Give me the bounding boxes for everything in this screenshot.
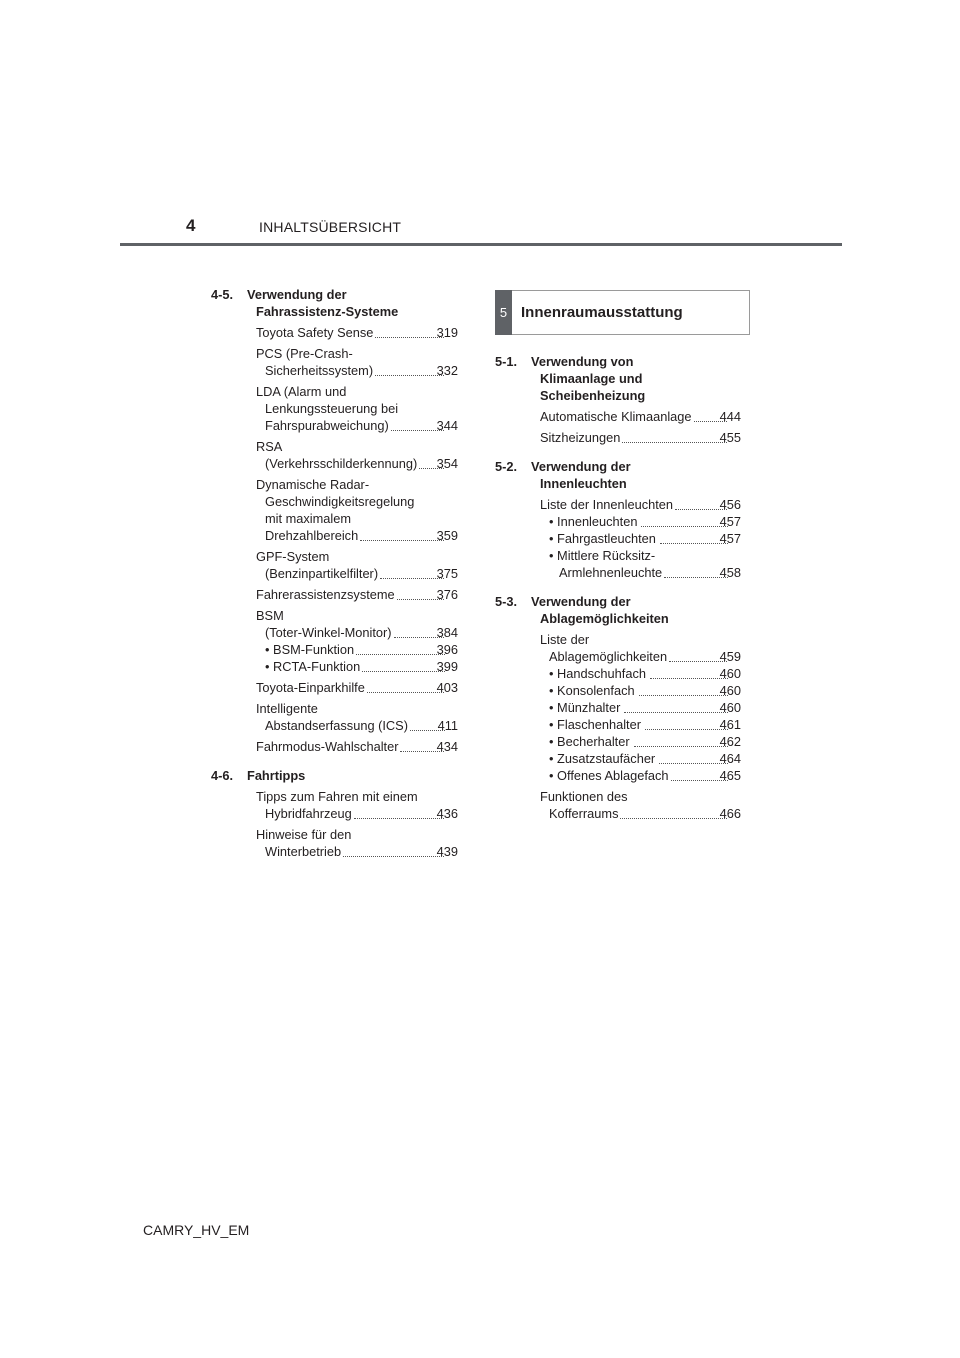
toc-entry-text [256,383,458,434]
toc-page-number: 455 [719,430,741,445]
toc-entry-line-text: Abstandserfassung (ICS) [265,718,408,733]
toc-entry[interactable] [495,788,741,822]
toc-entry-line-text: Kofferraums [549,806,619,821]
toc-subentry-text [549,716,741,733]
toc-entry[interactable] [211,438,458,472]
toc-entry-text [256,679,458,696]
dot-leader [659,762,727,764]
section-heading[interactable] [495,458,741,492]
toc-entry-text [540,631,741,665]
dot-leader [622,441,726,443]
toc-page-number: 464 [719,751,741,766]
toc-entry-line-text: Fahrspurabweichung) [265,418,389,433]
dot-leader [380,577,444,579]
dot-leader [624,711,727,713]
toc-page-number: 403 [436,680,458,695]
toc-entry-line-text: (Benzinpartikelfilter) [265,566,379,581]
toc-entry-text [256,548,458,582]
dot-leader [664,576,727,578]
toc-entry-line [265,417,458,434]
toc-entry-line-text: PCS (Pre-Crash- [256,346,353,361]
toc-entry-line [540,788,741,805]
toc-entry-line [265,510,458,527]
toc-entry-line-text: Dynamische Radar- [256,477,370,492]
toc-entry-line-text: (Toter-Winkel-Monitor) [265,625,392,640]
toc-subentry-line-text: • Innenleuchten [549,514,638,529]
toc-subentry-line [265,641,458,658]
toc-entry-line-text: Sitzheizungen [540,430,621,445]
section-gap [495,450,741,458]
toc-entry[interactable] [211,548,458,582]
header-divider [120,243,842,246]
section-heading[interactable] [211,286,458,320]
chapter-title: Innenraumausstattung [521,304,683,321]
toc-page-number: 439 [436,844,458,859]
toc-subentry-line [549,716,741,733]
toc-subentry-line [549,513,741,530]
toc-subentry-line [265,658,458,675]
toc-subentry-line-text: • Becherhalter [549,734,630,749]
toc-subentry-text [265,641,458,658]
toc-entry-line-text: Fahrmodus-Wahlschalter [256,739,399,754]
toc-entry-text [256,586,458,603]
toc-entry-line-text: Fahrerassistenzsysteme [256,587,395,602]
toc-entry[interactable] [211,324,458,341]
toc-subentry-text [549,750,741,767]
toc-page-number: 461 [719,717,741,732]
dot-leader [675,508,727,510]
toc-subentry-line [549,665,741,682]
toc-entry-text [256,700,458,734]
toc-subentry-text [549,733,741,750]
toc-page-number: 396 [436,642,458,657]
toc-entry-line-text: Hinweise für den [256,827,352,842]
toc-entry-text [540,496,741,513]
toc-entry-line [549,648,741,665]
toc-entry-line [265,565,458,582]
toc-subentry[interactable] [495,665,741,682]
chapter-number-tab: 5 [495,290,512,335]
toc-subentry-line-text: • Fahrgastleuchten [549,531,656,546]
dot-leader [362,670,444,672]
toc-subentry-text [265,658,458,675]
toc-entry-line-text: Geschwindigkeitsregelung [265,494,415,509]
toc-entry[interactable] [211,679,458,696]
toc-entry-line [256,324,458,341]
section-number: 5-2. [495,459,518,474]
section-title [247,286,458,320]
toc-subentry-line-text: • Mittlere Rücksitz- [549,548,656,563]
toc-page-number: 411 [437,718,458,733]
section-title [247,767,458,784]
section-title-line: Scheibenheizung [540,388,646,403]
toc-entry-line-text: Ablagemöglichkeiten [549,649,668,664]
toc-entry-line [256,345,458,362]
toc-page-number: 462 [719,734,741,749]
toc-page-number: 384 [436,625,458,640]
toc-subentry-text [549,665,741,682]
dot-leader [356,653,445,655]
toc-subentry[interactable] [495,530,741,547]
toc-subentry-line-text: • Flaschenhalter [549,717,641,732]
toc-entry-line [265,717,458,734]
toc-page-number: 376 [436,587,458,602]
toc-subentry-line [549,547,741,564]
toc-subentry-line-text: • Handschuhfach [549,666,646,681]
toc-entry-line [256,679,458,696]
page-number: 4 [186,216,196,235]
toc-page-number: 459 [719,649,741,664]
section-title-line: Verwendung der [531,459,631,474]
toc-subentry-line-text: Armlehnenleuchte [559,565,663,580]
toc-page-number: 344 [436,418,458,433]
toc-entry-text [256,324,458,341]
toc-entry-line-text: GPF-System [256,549,330,564]
toc-page-number: 434 [436,739,458,754]
toc-page-number: 436 [436,806,458,821]
section-number: 5-3. [495,594,518,609]
toc-entry-line-text: Intelligente [256,701,318,716]
toc-subentry-line [549,750,741,767]
toc-entry-text [256,826,458,860]
toc-subentry-line-text: • Konsolenfach [549,683,635,698]
toc-entry-line-text: Tipps zum Fahren mit einem [256,789,418,804]
toc-entry-line-text: Lenkungssteuerung bei [265,401,399,416]
toc-entry-line [265,527,458,544]
toc-entry-text [540,788,741,822]
toc-entry-text [540,408,741,425]
section-number: 4-6. [211,768,234,783]
toc-entry[interactable] [211,788,458,822]
toc-entry[interactable] [211,607,458,641]
toc-entry-line [256,548,458,565]
toc-entry-line [540,631,741,648]
toc-entry-text [256,738,458,755]
toc-page-number: 332 [436,363,458,378]
dot-leader [375,374,444,376]
section-heading[interactable] [495,353,741,404]
toc-entry-line-text: Liste der [540,632,590,647]
dot-leader [669,660,727,662]
toc-subentry[interactable] [211,641,458,658]
toc-subentry[interactable] [495,547,741,581]
toc-subentry-text [549,699,741,716]
toc-page-number: 465 [719,768,741,783]
toc-entry-line-text: Automatische Klimaanlage [540,409,692,424]
toc-subentry[interactable] [495,699,741,716]
dot-leader [375,336,443,338]
section-heading[interactable] [495,593,741,627]
dot-leader [391,429,444,431]
toc-entry-line-text: Drehzahlbereich [265,528,359,543]
section-title-line: Verwendung der [247,287,347,302]
toc-subentry[interactable] [495,733,741,750]
toc-entry-line [256,700,458,717]
dot-leader [660,542,728,544]
toc-page-number: 460 [719,683,741,698]
toc-page-number: 460 [719,700,741,715]
section-title [531,458,741,492]
toc-subentry-line [549,530,741,547]
section-number: 5-1. [495,354,518,369]
toc-subentry-text [549,530,741,547]
toc-subentry-text [549,682,741,699]
toc-entry-text [256,476,458,544]
toc-entry-line [265,400,458,417]
toc-entry-text [256,788,458,822]
toc-entry-line-text: Hybridfahrzeug [265,806,352,821]
toc-entry-line-text: Liste der Innenleuchten [540,497,674,512]
toc-entry-text [256,438,458,472]
toc-entry-line [549,805,741,822]
toc-entry[interactable] [495,408,741,425]
toc-right-column [495,353,741,826]
dot-leader [360,539,443,541]
toc-entry[interactable] [211,345,458,379]
dot-leader [650,677,728,679]
dot-leader [367,691,444,693]
toc-subentry-line [549,733,741,750]
dot-leader [639,694,728,696]
toc-subentry[interactable] [211,658,458,675]
section-title-line: Fahrtipps [247,768,306,783]
toc-entry-line-text: Winterbetrieb [265,844,342,859]
dot-leader [645,728,728,730]
toc-entry-text [540,429,741,446]
toc-page-number: 460 [719,666,741,681]
toc-entry-line [265,362,458,379]
header-title: INHALTSÜBERSICHT [259,219,402,235]
toc-page-number: 458 [719,565,741,580]
footer-code: CAMRY_HV_EM [143,1222,250,1238]
dot-leader [620,817,726,819]
toc-entry-line [256,438,458,455]
toc-subentry[interactable] [495,767,741,784]
toc-entry-line-text: (Verkehrsschilderkennung) [265,456,418,471]
toc-entry-line [256,476,458,493]
toc-entry-line [265,624,458,641]
toc-entry-line-text: Funktionen des [540,789,628,804]
toc-subentry-line-text: • Münzhalter [549,700,621,715]
toc-subentry-line-text: • Zusatzstaufächer [549,751,656,766]
toc-entry-line-text: Toyota-Einparkhilfe [256,680,365,695]
toc-entry-line [540,408,741,425]
section-title-line: Fahrassistenz-Systeme [256,304,399,319]
toc-entry-line-text: Sicherheitssystem) [265,363,374,378]
toc-entry-line-text: LDA (Alarm und [256,384,347,399]
section-title-line: Innenleuchten [540,476,627,491]
toc-left-column [211,286,458,864]
toc-subentry-line-text: • Offenes Ablagefach [549,768,669,783]
toc-entry[interactable] [495,429,741,446]
toc-entry-line [256,826,458,843]
toc-entry-line [256,586,458,603]
toc-page-number: 354 [436,456,458,471]
toc-subentry-text [549,513,741,530]
toc-subentry[interactable] [495,513,741,530]
section-heading[interactable] [211,767,458,784]
toc-page-number: 359 [436,528,458,543]
toc-subentry-line [549,767,741,784]
toc-entry-line [256,738,458,755]
toc-subentry-text [549,767,741,784]
toc-entry-line [265,455,458,472]
toc-entry-text [256,345,458,379]
toc-entry[interactable] [211,586,458,603]
toc-entry-line [265,843,458,860]
section-gap [495,585,741,593]
toc-subentry-text [549,547,741,581]
toc-entry[interactable] [211,700,458,734]
toc-entry-line [256,607,458,624]
dot-leader [343,855,444,857]
toc-entry-line-text: RSA [256,439,283,454]
section-title [531,593,741,627]
toc-page-number: 457 [719,531,741,546]
toc-entry-line [256,383,458,400]
toc-entry-line-text: Toyota Safety Sense [256,325,374,340]
toc-entry[interactable] [211,476,458,544]
dot-leader [634,745,728,747]
chapter-heading[interactable] [495,290,750,335]
section-title-line: Klimaanlage und [540,371,643,386]
toc-entry[interactable] [211,738,458,755]
toc-entry[interactable] [211,383,458,434]
toc-subentry[interactable] [495,750,741,767]
section-gap [211,759,458,767]
toc-entry[interactable] [211,826,458,860]
section-title [531,353,741,404]
dot-leader [641,525,727,527]
toc-entry[interactable] [495,496,741,513]
toc-subentry[interactable] [495,716,741,733]
toc-entry-line [540,496,741,513]
toc-subentry-line [559,564,741,581]
toc-page-number: 319 [436,325,458,340]
toc-entry-line-text: mit maximalem [265,511,352,526]
toc-page-number: 444 [719,409,741,424]
dot-leader [354,817,444,819]
section-title-line: Verwendung von [531,354,634,369]
toc-subentry[interactable] [495,682,741,699]
toc-entry-line [265,493,458,510]
toc-page-number: 466 [719,806,741,821]
toc-entry-line [256,788,458,805]
toc-page-number: 399 [436,659,458,674]
section-title-line: Ablagemöglichkeiten [540,611,669,626]
toc-subentry-line-text: • RCTA-Funktion [265,659,361,674]
toc-entry-text [256,607,458,641]
toc-entry-line [540,429,741,446]
section-number: 4-5. [211,287,234,302]
toc-subentry-line-text: • BSM-Funktion [265,642,355,657]
toc-entry[interactable] [495,631,741,665]
toc-page-number: 456 [719,497,741,512]
toc-entry-line-text: BSM [256,608,284,623]
toc-page-number: 375 [436,566,458,581]
toc-entry-line [265,805,458,822]
toc-subentry-line [549,699,741,716]
section-title-line: Verwendung der [531,594,631,609]
toc-page-number: 457 [719,514,741,529]
toc-subentry-line [549,682,741,699]
